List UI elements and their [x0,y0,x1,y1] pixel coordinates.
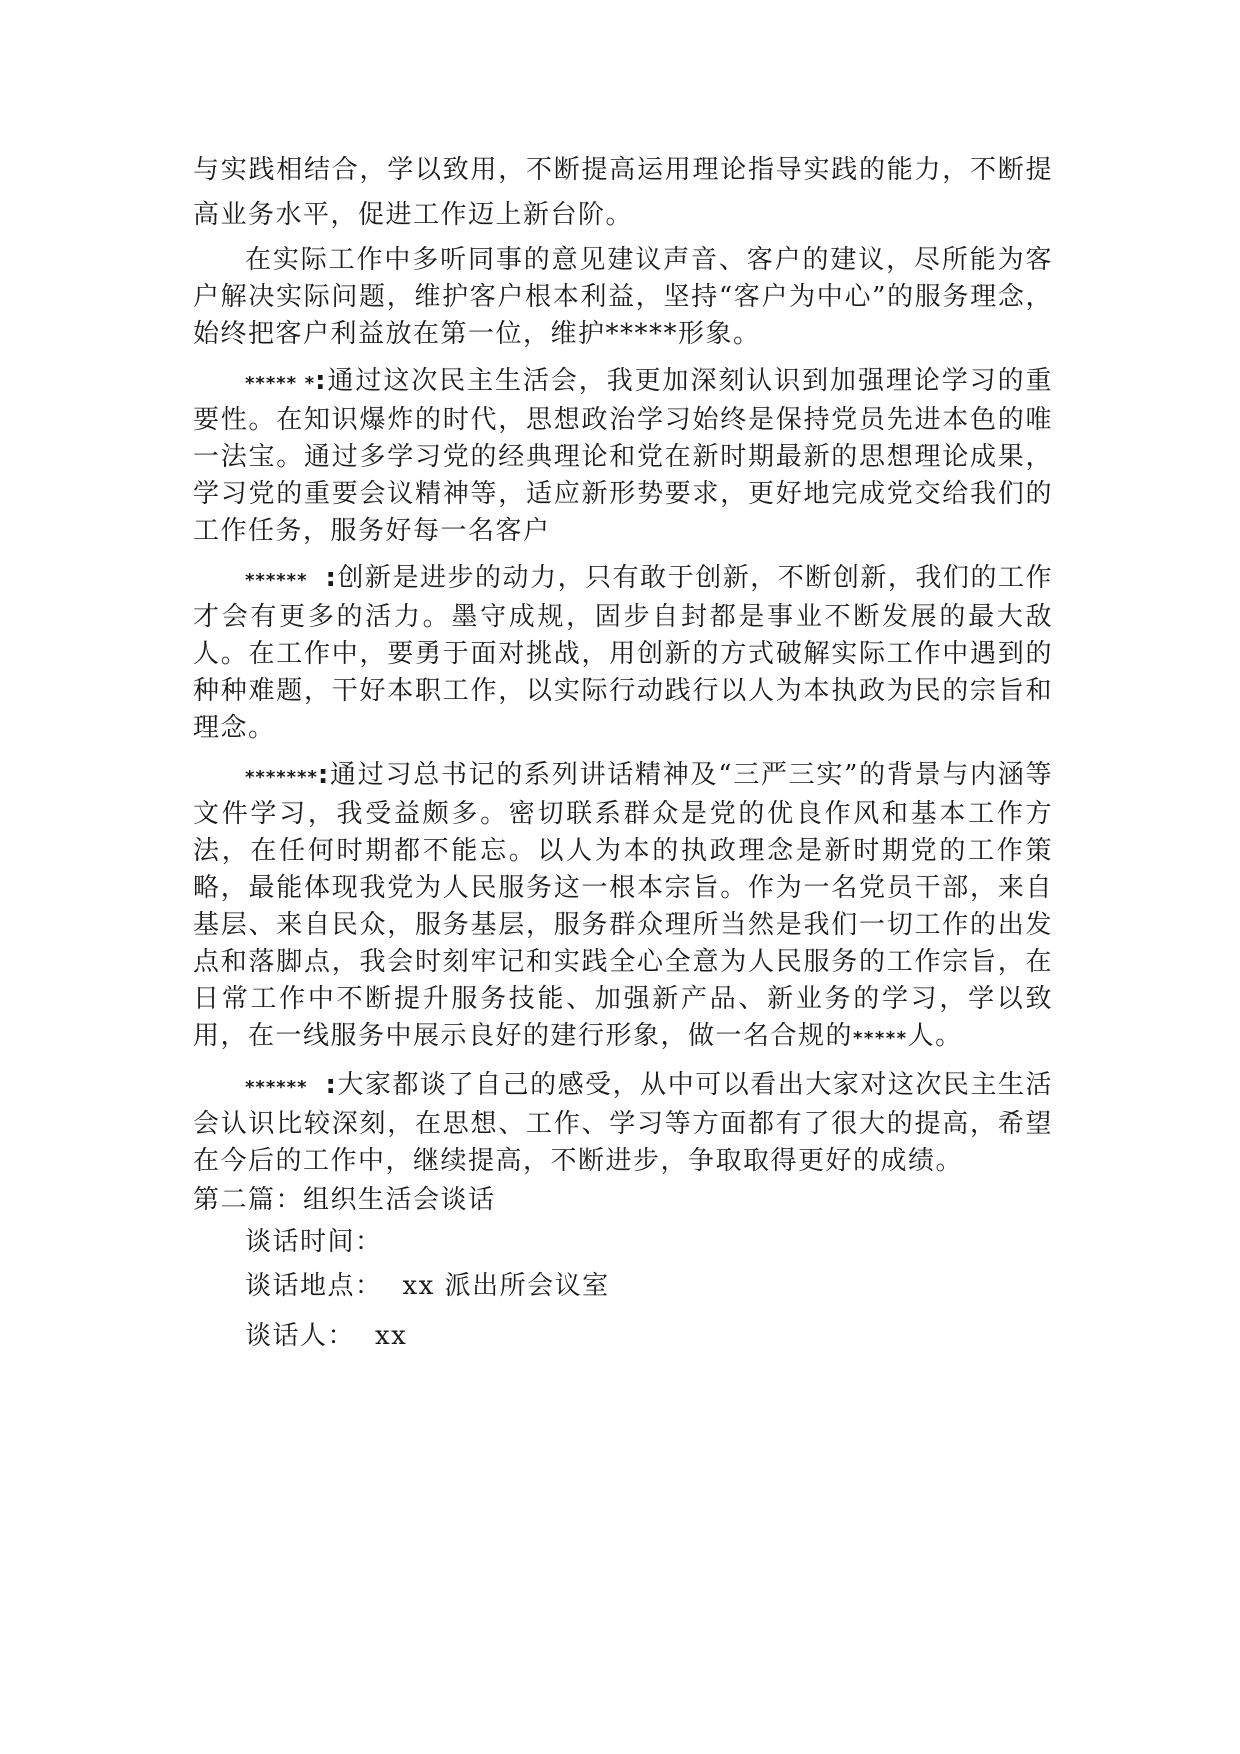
meta-speaker-value: xx [375,1321,408,1351]
paragraph-5 [193,757,1053,1057]
speaker-colon: : [325,1070,338,1100]
speaker-colon: : [317,760,330,790]
meta-time [245,1220,1053,1264]
document-body [193,148,1053,1358]
meta-place-value: xx 派出所会议室 [402,1271,610,1301]
speaker-name: ******* [245,767,318,788]
paragraph-3 [193,363,1053,550]
section-title: 第二篇：组织生活会谈话 [193,1185,496,1215]
paragraph-text: 创新是进步的动力，只有敢于创新，不断创新，我们的工作才会有更多的活力。墨守成规，固步自封都是事业不断发展的最大敌人。在工作中，要勇于面对挑战，用创新的方式破解实际工作中遇到的种种难题，干好本职工作，以实际行动践行以人为本执政为民的宗旨和理念。 [193,563,1053,743]
paragraph-1: 与实践相结合，学以致用，不断提高运用理论指导实践的能力，不断提高业务水平，促进工作迈上新台阶。 [193,155,1053,230]
speaker-name: ***** * [245,373,316,394]
speaker-name: ****** [245,570,308,591]
meta-speaker-label: 谈话人： [245,1321,356,1351]
paragraph-6 [193,1067,1053,1180]
meta-place [245,1264,1053,1308]
meta-place-label: 谈话地点： [245,1271,383,1301]
paragraph-tail: 人。 [907,1021,963,1051]
paragraph-4 [193,560,1053,747]
meta-speaker [245,1314,1053,1358]
speaker-name: ****** [245,1077,308,1098]
speaker-colon: : [315,366,328,396]
speaker-colon: : [325,563,338,593]
masked-name: ***** [853,1028,908,1049]
paragraph-text: 通过习总书记的系列讲话精神及“三严三实”的背景与内涵等文件学习，我受益颇多。密切联系群众是党的优良作风和基本工作方法，在任何时期都不能忘。以人为本的执政理念是新时期党的工作策略，最能体现我党为人民服务这一根本宗旨。作为一名党员干部，来自基层、来自民众，服务基层，服务群众理所当然是我们一切工作的出发点和落脚点，我会时刻牢记和实践全心全意为人民服务的工作宗旨，在日常工作中不断提升服务技能、加强新产品、新业务的学习，学以致用，在一线服务中展示良好的建行形象，做一名合规的 [193,760,1053,1051]
meta-time-label: 谈话时间： [245,1227,383,1257]
paragraph-2: 在实际工作中多听同事的意见建议声音、客户的建议，尽所能为客户解决实际问题，维护客户根本利益，坚持“客户为中心”的服务理念，始终把客户利益放在第一位，维护*****形象。 [193,245,1053,349]
paragraph-text: 通过这次民主生活会，我更加深刻认识到加强理论学习的重要性。在知识爆炸的时代，思想政治学习始终是保持党员先进本色的唯一法宝。通过多学习党的经典理论和党在新时期最新的思想理论成果，学习党的重要会议精神等，适应新形势要求，更好地完成党交给我们的工作任务，服务好每一名客户 [193,366,1053,546]
paragraph-text: 大家都谈了自己的感受，从中可以看出大家对这次民主生活会认识比较深刻，在思想、工作、学习等方面都有了很大的提高，希望在今后的工作中，继续提高，不断进步，争取取得更好的成绩。 [193,1070,1053,1176]
